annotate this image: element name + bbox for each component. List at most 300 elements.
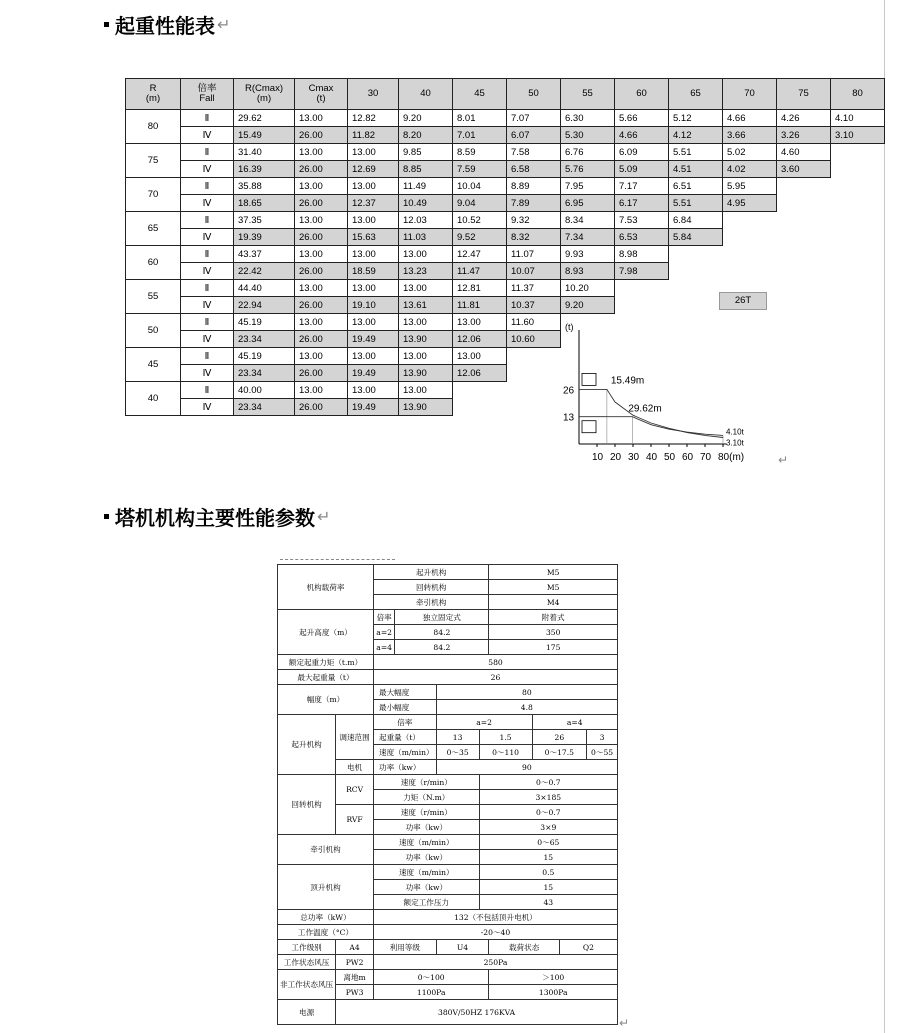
empty-cell [453, 382, 507, 399]
value-cell: 7.07 [507, 110, 561, 127]
cell: M4 [489, 595, 618, 610]
cell: 132（不包括顶升电机） [373, 910, 617, 925]
value-cell: 35.88 [234, 178, 295, 195]
value-cell: 13.00 [348, 144, 399, 161]
cell: 0～35 [436, 745, 479, 760]
value-cell: 18.65 [234, 195, 295, 212]
empty-cell [777, 348, 831, 365]
cell: 0～17.5 [532, 745, 587, 760]
empty-cell [669, 246, 723, 263]
cell: a=2 [373, 625, 394, 640]
annotation-label: 4.10t [726, 427, 744, 437]
header-cell: R(Cmax) (m) [234, 79, 295, 110]
value-cell: 13.90 [399, 331, 453, 348]
value-cell: 13.00 [453, 348, 507, 365]
value-cell: 3.66 [723, 127, 777, 144]
empty-cell [777, 297, 831, 314]
header-cell: 75 [777, 79, 831, 110]
cell: 调速范围 [336, 715, 374, 760]
cell: M5 [489, 580, 618, 595]
value-cell: 13.00 [348, 382, 399, 399]
fall-cell: Ⅳ [181, 161, 234, 178]
table-row [126, 297, 885, 314]
value-cell: 13.90 [399, 365, 453, 382]
boom-length-cell: 40 [126, 382, 181, 416]
value-cell: 7.98 [615, 263, 669, 280]
value-cell: 7.17 [615, 178, 669, 195]
cell: 速度（m/min） [373, 835, 479, 850]
value-cell: 13.00 [399, 314, 453, 331]
fall-cell: Ⅱ [181, 212, 234, 229]
value-cell: 13.61 [399, 297, 453, 314]
empty-cell [723, 229, 777, 246]
value-cell: 8.89 [507, 178, 561, 195]
empty-cell [507, 365, 561, 382]
value-cell: 23.34 [234, 331, 295, 348]
header-cell: Cmax (t) [295, 79, 348, 110]
cell: 0～0.7 [479, 805, 617, 820]
cell: RCV [336, 775, 374, 805]
cell: 最大起重量（t） [278, 670, 374, 685]
load-section-heading [104, 10, 230, 39]
value-cell: 4.66 [615, 127, 669, 144]
cell: 0～0.7 [479, 775, 617, 790]
paragraph-mark-icon: ↵ [619, 1016, 630, 1030]
value-cell: 12.06 [453, 331, 507, 348]
table-row [126, 212, 885, 229]
value-cell: 13.00 [399, 348, 453, 365]
fall-cell: Ⅳ [181, 229, 234, 246]
table-row [126, 178, 885, 195]
cell: 26 [373, 670, 617, 685]
value-cell: 6.30 [561, 110, 615, 127]
value-cell: 19.10 [348, 297, 399, 314]
value-cell: 11.37 [507, 280, 561, 297]
value-cell: 11.07 [507, 246, 561, 263]
empty-cell [831, 178, 885, 195]
value-cell: 13.00 [295, 178, 348, 195]
value-cell: 22.42 [234, 263, 295, 280]
x-tick-label: 40 [646, 452, 658, 463]
value-cell: 13.00 [348, 212, 399, 229]
value-cell: 19.49 [348, 331, 399, 348]
cell: 26 [532, 730, 587, 745]
value-cell: 10.07 [507, 263, 561, 280]
cell: 工作级别 [278, 940, 336, 955]
value-cell: 5.66 [615, 110, 669, 127]
fall-cell: Ⅳ [181, 365, 234, 382]
x-tick-label: 70 [700, 452, 712, 463]
cell: -20～40 [373, 925, 617, 940]
empty-cell [777, 399, 831, 416]
empty-cell [831, 382, 885, 399]
value-cell: 10.52 [453, 212, 507, 229]
paragraph-mark-icon: ↵ [317, 507, 331, 526]
cell: 175 [489, 640, 618, 655]
hook-4-fall-icon [582, 373, 596, 385]
value-cell: 11.82 [348, 127, 399, 144]
lift-height-label: 起升高度（m） [278, 610, 374, 655]
value-cell: 7.01 [453, 127, 507, 144]
empty-cell [669, 280, 723, 297]
value-cell: 8.93 [561, 263, 615, 280]
fall-cell: Ⅳ [181, 263, 234, 280]
value-cell: 19.39 [234, 229, 295, 246]
cell: 80 [436, 685, 617, 700]
fall-cell: Ⅳ [181, 127, 234, 144]
value-cell: 4.95 [723, 195, 777, 212]
value-cell: 26.00 [295, 229, 348, 246]
empty-cell [831, 365, 885, 382]
empty-cell [777, 314, 831, 331]
cell: 15 [479, 850, 617, 865]
empty-cell [777, 229, 831, 246]
empty-cell [507, 382, 561, 399]
value-cell: 4.02 [723, 161, 777, 178]
value-cell: 5.76 [561, 161, 615, 178]
value-cell: 13.00 [295, 348, 348, 365]
boom-length-cell: 65 [126, 212, 181, 246]
annotation-label: 3.10t [726, 438, 744, 448]
cell: 350 [489, 625, 618, 640]
value-cell: 5.09 [615, 161, 669, 178]
spec-heading-text: 塔机机构主要性能参数 [115, 506, 315, 530]
value-cell: 23.34 [234, 399, 295, 416]
cell: a=2 [436, 715, 532, 730]
value-cell: 7.89 [507, 195, 561, 212]
empty-cell [777, 178, 831, 195]
boom-length-cell: 45 [126, 348, 181, 382]
value-cell: 26.00 [295, 263, 348, 280]
cell: 额定起重力矩（t.m） [278, 655, 374, 670]
boom-length-cell: 80 [126, 110, 181, 144]
table-row [126, 195, 885, 212]
value-cell: 22.94 [234, 297, 295, 314]
value-cell: 19.49 [348, 365, 399, 382]
empty-cell [777, 212, 831, 229]
cell: 总功率（kW） [278, 910, 374, 925]
x-tick-label: 50 [664, 452, 676, 463]
value-cell: 12.06 [453, 365, 507, 382]
value-cell: 13.00 [295, 144, 348, 161]
cell: 倍率 [373, 715, 436, 730]
empty-cell [831, 348, 885, 365]
cell: 43 [479, 895, 617, 910]
empty-cell [777, 365, 831, 382]
value-cell: 13.00 [295, 280, 348, 297]
cell: U4 [436, 940, 489, 955]
value-cell: 5.84 [669, 229, 723, 246]
value-cell: 9.85 [399, 144, 453, 161]
value-cell: 5.95 [723, 178, 777, 195]
cell: RVF [336, 805, 374, 835]
empty-cell [831, 195, 885, 212]
cell: 力矩（N.m） [373, 790, 479, 805]
value-cell: 13.00 [295, 382, 348, 399]
value-cell: 26.00 [295, 161, 348, 178]
empty-cell [831, 144, 885, 161]
value-cell: 6.07 [507, 127, 561, 144]
y-tick-label: 26 [563, 385, 575, 397]
bullet-icon [104, 22, 109, 27]
value-cell: 11.81 [453, 297, 507, 314]
cell: 起重量（t） [373, 730, 436, 745]
header-cell: 70 [723, 79, 777, 110]
empty-cell [615, 280, 669, 297]
value-cell: 13.00 [399, 280, 453, 297]
cell: 84.2 [395, 625, 489, 640]
cell: 0～55 [587, 745, 618, 760]
cell: 3 [587, 730, 618, 745]
cell: 1300Pa [489, 985, 618, 1000]
cell: 1.5 [479, 730, 532, 745]
empty-cell [831, 331, 885, 348]
cell: 离地m [336, 970, 374, 985]
value-cell: 12.69 [348, 161, 399, 178]
value-cell: 23.34 [234, 365, 295, 382]
cell: 工作温度（°C） [278, 925, 374, 940]
value-cell: 8.34 [561, 212, 615, 229]
value-cell: 3.60 [777, 161, 831, 178]
model-label: 26T [719, 292, 767, 310]
empty-cell [831, 246, 885, 263]
fall-cell: Ⅱ [181, 382, 234, 399]
value-cell: 13.00 [453, 314, 507, 331]
x-tick-label: 80(m) [718, 452, 745, 463]
cell: 0～110 [479, 745, 532, 760]
value-cell: 3.10 [831, 127, 885, 144]
value-cell: 13.23 [399, 263, 453, 280]
cell: 速度（m/min） [373, 745, 436, 760]
value-cell: 9.20 [399, 110, 453, 127]
cell: 起升机构 [373, 565, 488, 580]
empty-cell [777, 246, 831, 263]
fall-cell: Ⅳ [181, 297, 234, 314]
header-cell: R (m) [126, 79, 181, 110]
value-cell: 11.60 [507, 314, 561, 331]
value-cell: 4.66 [723, 110, 777, 127]
empty-cell [723, 263, 777, 280]
value-cell: 8.32 [507, 229, 561, 246]
empty-cell [507, 399, 561, 416]
series-line-2-fall [579, 417, 723, 436]
header-cell: 55 [561, 79, 615, 110]
cell: 250Pa [373, 955, 617, 970]
value-cell: 8.59 [453, 144, 507, 161]
table-row [126, 127, 885, 144]
cell: 380V/50HZ 176KVA [336, 1000, 618, 1025]
table-row [126, 161, 885, 178]
cell: 倍率 [373, 610, 394, 625]
value-cell: 10.60 [507, 331, 561, 348]
cell: 0～100 [373, 970, 488, 985]
value-cell: 6.51 [669, 178, 723, 195]
empty-cell [831, 161, 885, 178]
annotation-label: 15.49m [610, 375, 645, 387]
paragraph-mark-icon: ↵ [778, 453, 789, 467]
value-cell: 11.47 [453, 263, 507, 280]
boom-length-cell: 70 [126, 178, 181, 212]
header-cell: 45 [453, 79, 507, 110]
table-row [126, 144, 885, 161]
value-cell: 13.00 [295, 110, 348, 127]
x-tick-label: 20 [610, 452, 622, 463]
value-cell: 10.20 [561, 280, 615, 297]
value-cell: 8.85 [399, 161, 453, 178]
value-cell: 45.19 [234, 314, 295, 331]
value-cell: 37.35 [234, 212, 295, 229]
value-cell: 9.32 [507, 212, 561, 229]
value-cell: 10.49 [399, 195, 453, 212]
value-cell: 18.59 [348, 263, 399, 280]
value-cell: 6.58 [507, 161, 561, 178]
value-cell: 13.00 [348, 314, 399, 331]
value-cell: 26.00 [295, 297, 348, 314]
cell: 最大幅度 [373, 685, 436, 700]
value-cell: 19.49 [348, 399, 399, 416]
fall-cell: Ⅱ [181, 178, 234, 195]
load-table-header [126, 79, 885, 110]
cell: 15 [479, 880, 617, 895]
cell: 附着式 [489, 610, 618, 625]
value-cell: 43.37 [234, 246, 295, 263]
value-cell: 13.00 [295, 314, 348, 331]
cell: 功率（kw） [373, 760, 436, 775]
value-cell: 13.00 [348, 178, 399, 195]
empty-cell [777, 331, 831, 348]
cell: 速度（r/min） [373, 805, 479, 820]
value-cell: 6.76 [561, 144, 615, 161]
empty-cell [507, 348, 561, 365]
jacking-label: 顶升机构 [278, 865, 374, 910]
cell: Q2 [559, 940, 617, 955]
value-cell: 8.98 [615, 246, 669, 263]
value-cell: 4.51 [669, 161, 723, 178]
cell: 额定工作压力 [373, 895, 479, 910]
fall-cell: Ⅱ [181, 144, 234, 161]
value-cell: 5.12 [669, 110, 723, 127]
value-cell: 12.82 [348, 110, 399, 127]
table-row [126, 246, 885, 263]
empty-cell [723, 212, 777, 229]
empty-cell [831, 399, 885, 416]
cell: PW3 [336, 985, 374, 1000]
cell: 4.8 [436, 700, 617, 715]
value-cell: 7.34 [561, 229, 615, 246]
value-cell: 5.30 [561, 127, 615, 144]
empty-cell [669, 297, 723, 314]
value-cell: 11.03 [399, 229, 453, 246]
value-cell: 5.51 [669, 144, 723, 161]
cell: A4 [336, 940, 374, 955]
fall-cell: Ⅳ [181, 331, 234, 348]
value-cell: 44.40 [234, 280, 295, 297]
cell: 电源 [278, 1000, 336, 1025]
x-tick-label: 30 [628, 452, 640, 463]
bullet-icon [104, 514, 109, 519]
empty-cell [831, 280, 885, 297]
header-cell: 30 [348, 79, 399, 110]
value-cell: 6.95 [561, 195, 615, 212]
value-cell: 8.20 [399, 127, 453, 144]
cell: 13 [436, 730, 479, 745]
header-cell: 65 [669, 79, 723, 110]
table-row [126, 263, 885, 280]
value-cell: 9.04 [453, 195, 507, 212]
cell: 1100Pa [373, 985, 488, 1000]
cell: M5 [489, 565, 618, 580]
boom-length-cell: 55 [126, 280, 181, 314]
cell: 速度（m/min） [373, 865, 479, 880]
value-cell: 6.17 [615, 195, 669, 212]
cell: 功率（kw） [373, 850, 479, 865]
value-cell: 45.19 [234, 348, 295, 365]
value-cell: 7.59 [453, 161, 507, 178]
table-row [126, 280, 885, 297]
value-cell: 6.53 [615, 229, 669, 246]
empty-cell [831, 297, 885, 314]
fall-cell: Ⅳ [181, 195, 234, 212]
value-cell: 13.90 [399, 399, 453, 416]
value-cell: 13.00 [348, 246, 399, 263]
boom-length-cell: 75 [126, 144, 181, 178]
load-rate-label: 机构载荷率 [278, 565, 374, 610]
y-tick-label: 13 [563, 412, 575, 424]
empty-cell [453, 399, 507, 416]
value-cell: 12.03 [399, 212, 453, 229]
value-cell: 13.00 [348, 280, 399, 297]
cell: 速度（r/min） [373, 775, 479, 790]
value-cell: 4.60 [777, 144, 831, 161]
empty-cell [669, 263, 723, 280]
value-cell: 13.00 [399, 246, 453, 263]
annotation-label: 29.62m [628, 403, 662, 415]
cell: 回转机构 [373, 580, 488, 595]
value-cell: 26.00 [295, 127, 348, 144]
cell: 0.5 [479, 865, 617, 880]
boom-length-cell: 50 [126, 314, 181, 348]
value-cell: 4.10 [831, 110, 885, 127]
value-cell: 9.20 [561, 297, 615, 314]
fall-cell: Ⅳ [181, 399, 234, 416]
empty-cell [831, 229, 885, 246]
header-cell: 倍率 Fall [181, 79, 234, 110]
cell: 功率（kw） [373, 820, 479, 835]
value-cell: 5.51 [669, 195, 723, 212]
cell: 580 [373, 655, 617, 670]
value-cell: 26.00 [295, 331, 348, 348]
cell: 84.2 [395, 640, 489, 655]
value-cell: 13.00 [399, 382, 453, 399]
cell: 0～65 [479, 835, 617, 850]
value-cell: 4.26 [777, 110, 831, 127]
value-cell: 26.00 [295, 365, 348, 382]
value-cell: 7.53 [615, 212, 669, 229]
fall-cell: Ⅱ [181, 314, 234, 331]
x-tick-label: 10 [592, 452, 604, 463]
header-cell: 80 [831, 79, 885, 110]
y-axis-label: (t) [565, 322, 574, 332]
table-row [126, 110, 885, 127]
header-cell: 50 [507, 79, 561, 110]
cell: 最小幅度 [373, 700, 436, 715]
cell: ＞100 [489, 970, 618, 985]
empty-cell [723, 246, 777, 263]
empty-cell [777, 382, 831, 399]
cell: 载荷状态 [489, 940, 560, 955]
cell: PW2 [336, 955, 374, 970]
cell: 工作状态风压 [278, 955, 336, 970]
